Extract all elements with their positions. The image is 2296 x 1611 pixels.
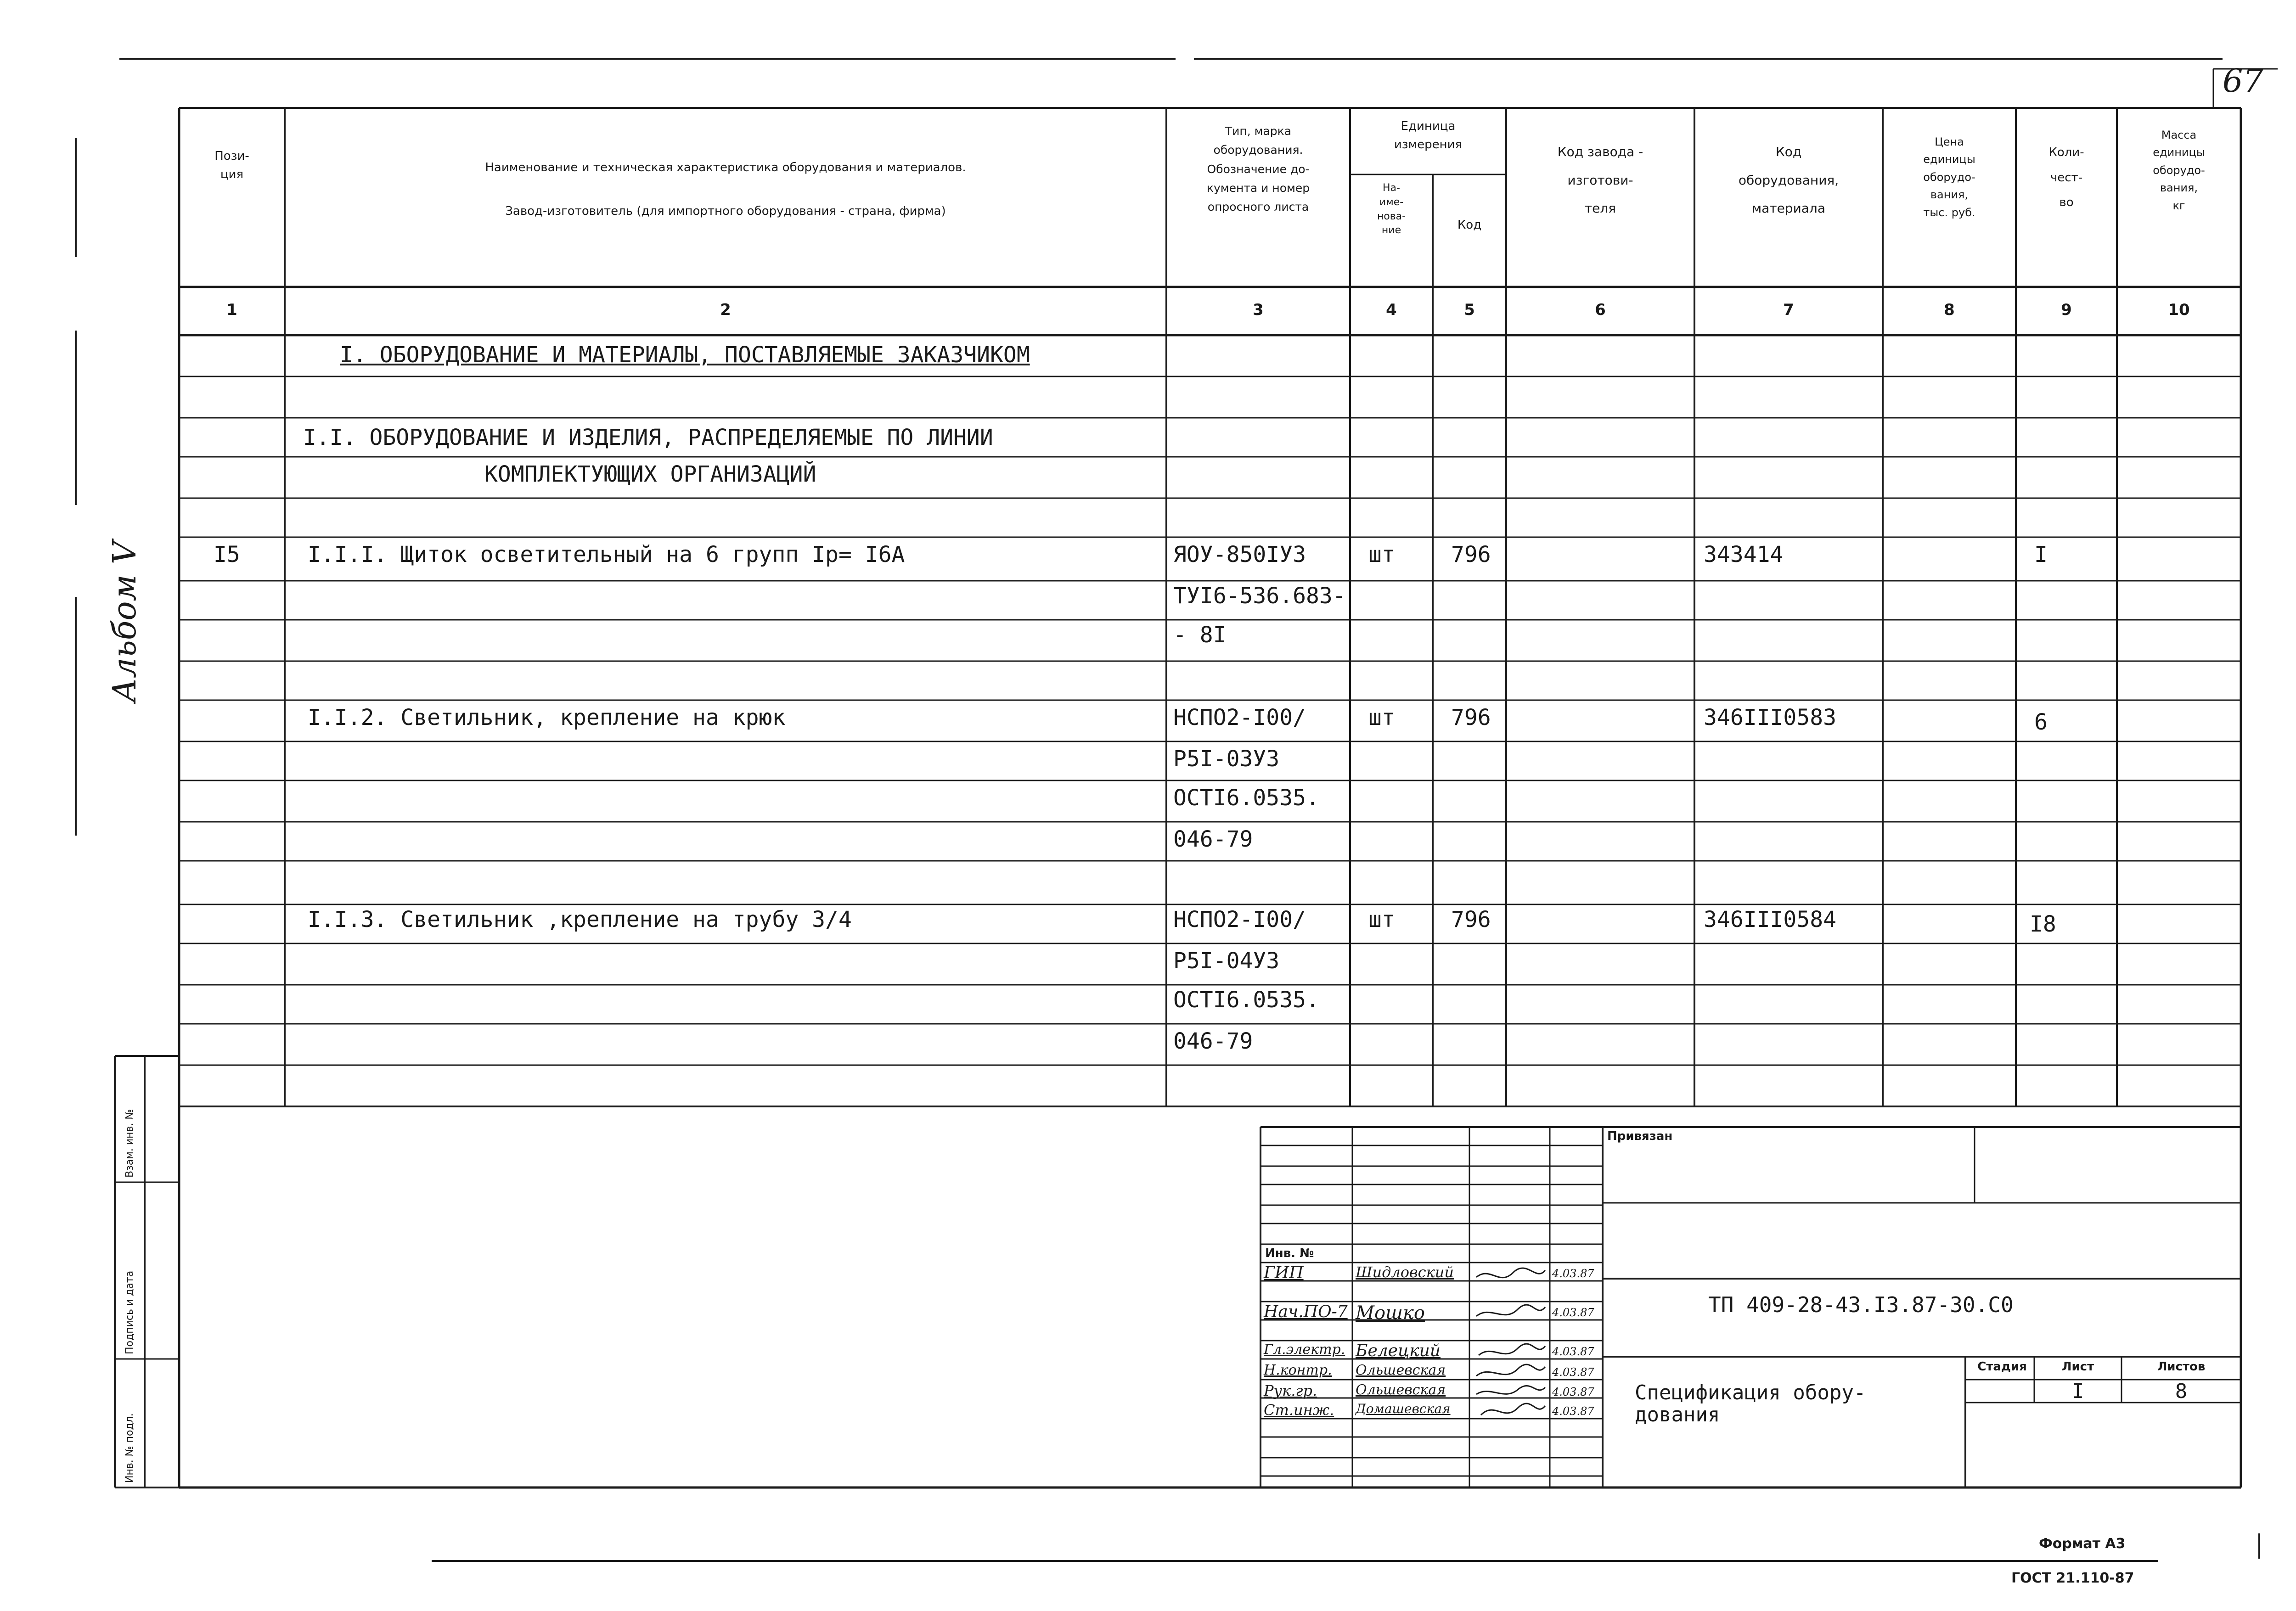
col-number-7: 7: [1783, 301, 1794, 319]
item-1-type-line3: - 8I: [1173, 622, 1227, 648]
item-1-position: I5: [214, 542, 240, 567]
header-maker-code: Код завода - изготови- теля: [1557, 144, 1643, 216]
staff-5-date: 4.03.87: [1552, 1386, 1594, 1398]
col-number-2: 2: [720, 301, 731, 319]
item-2-type-line1: НСПО2-I00/: [1173, 705, 1306, 730]
format-label: Формат А3: [2039, 1536, 2126, 1552]
item-2-name: I.I.2. Светильник, крепление на крюк: [308, 705, 786, 730]
staff-4-date: 4.03.87: [1552, 1366, 1594, 1379]
col-number-9: 9: [2061, 301, 2072, 319]
col-number-3: 3: [1253, 301, 1264, 319]
staff-3-name: Белецкий: [1356, 1342, 1441, 1360]
sheets-value: 8: [2175, 1380, 2188, 1403]
col-number-10: 10: [2168, 301, 2190, 319]
item-1-equipment-code: 343414: [1704, 542, 1784, 567]
album-label: Альбом V: [106, 541, 143, 702]
section-1-1-title-line1: I.I. ОБОРУДОВАНИЕ И ИЗДЕЛИЯ, РАСПРЕДЕЛЯЕМЫЕ ПО ЛИНИИ: [303, 425, 993, 450]
item-2-unit-code: 796: [1451, 705, 1491, 730]
stage-label: Стадия: [1977, 1360, 2027, 1374]
section-1-title: I. ОБОРУДОВАНИЕ И МАТЕРИАЛЫ, ПОСТАВЛЯЕМЫЕ ЗАКАЗЧИКОМ: [340, 342, 1030, 368]
item-1-quantity: I: [2034, 542, 2048, 567]
header-position: Пози- ция: [214, 149, 249, 182]
item-3-quantity: I8: [2030, 911, 2056, 937]
staff-3-date: 4.03.87: [1552, 1345, 1594, 1358]
header-unit-name: На- име- нова- ние: [1377, 182, 1406, 236]
document-code: ТП 409-28-43.I3.87-30.С0: [1708, 1292, 2014, 1317]
header-unit-group: Единица измерения: [1394, 119, 1463, 152]
item-3-name: I.I.3. Светильник ,крепление на трубу 3/4: [308, 907, 852, 932]
staff-6-date: 4.03.87: [1552, 1405, 1594, 1418]
side-stamp-signature-date: Подпись и дата: [124, 1270, 135, 1354]
staff-1-role: ГИП: [1264, 1263, 1304, 1282]
staff-1-name: Шидловский: [1356, 1263, 1454, 1281]
col-number-4: 4: [1386, 301, 1397, 319]
header-unit-code: Код: [1457, 218, 1482, 232]
item-2-type-line2: Р5I-03УЗ: [1173, 746, 1280, 772]
item-2-quantity: 6: [2034, 709, 2048, 735]
side-stamp-inv-original: Инв. № подл.: [124, 1413, 135, 1483]
item-1-type-line1: ЯОУ-850IУЗ: [1173, 542, 1306, 567]
linked-label: Привязан: [1607, 1129, 1673, 1143]
sheet-label: Лист: [2061, 1360, 2094, 1374]
item-1-name: I.I.I. Щиток осветительный на 6 групп Iр= I6A: [308, 542, 905, 567]
header-type: Тип, марка оборудования. Обозначение до- кумента и номер опросного листа: [1206, 124, 1310, 213]
side-stamp-replaced-inv: Взам. инв. №: [124, 1109, 135, 1178]
staff-2-date: 4.03.87: [1552, 1306, 1594, 1319]
item-3-type-line3: ОСТI6.0535.: [1173, 987, 1319, 1013]
header-quantity: Коли- чест- во: [2048, 146, 2084, 210]
item-2-unit: шт: [1368, 705, 1395, 730]
section-1-1-title-line2: КОМПЛЕКТУЮЩИХ ОРГАНИЗАЦИЙ: [484, 461, 816, 487]
item-1-type-line2: ТУI6-536.683-: [1173, 583, 1346, 609]
item-3-type-line2: Р5I-04УЗ: [1173, 948, 1280, 974]
item-3-equipment-code: 346III0584: [1704, 907, 1836, 932]
staff-4-role: Н.контр.: [1264, 1362, 1332, 1378]
signatures: [1472, 1263, 1548, 1422]
item-3-type-line1: НСПО2-I00/: [1173, 907, 1306, 932]
sheets-label: Листов: [2157, 1360, 2206, 1374]
staff-2-role: Нач.ПО-7: [1264, 1302, 1348, 1321]
staff-5-name: Ольшевская: [1356, 1382, 1446, 1398]
staff-4-name: Ольшевская: [1356, 1362, 1446, 1378]
col-number-8: 8: [1944, 301, 1955, 319]
staff-1-date: 4.03.87: [1552, 1267, 1594, 1280]
sheet-value: I: [2071, 1380, 2084, 1403]
item-3-unit: шт: [1368, 907, 1395, 932]
staff-6-name: Домашевская: [1356, 1401, 1451, 1416]
document-title: Спецификация обору- дования: [1635, 1381, 1866, 1427]
staff-3-role: Гл.электр.: [1264, 1342, 1345, 1358]
inv-number-label: Инв. №: [1265, 1246, 1314, 1260]
header-price: Цена единицы оборудо- вания, тыс. руб.: [1923, 135, 1975, 219]
header-name-line1: Наименование и техническая характеристика оборудования и материалов.: [485, 161, 966, 174]
item-3-type-line4: 046-79: [1173, 1028, 1253, 1054]
staff-5-role: Рук.гр.: [1264, 1382, 1317, 1399]
item-1-unit-code: 796: [1451, 542, 1491, 567]
header-equipment-code: Код оборудования, материала: [1738, 144, 1839, 216]
col-number-5: 5: [1464, 301, 1475, 319]
header-name-line2: Завод-изготовитель (для импортного оборудования - страна, фирма): [505, 204, 946, 218]
page-number: 67: [2223, 62, 2264, 100]
item-3-unit-code: 796: [1451, 907, 1491, 932]
item-2-type-line4: 046-79: [1173, 826, 1253, 852]
item-2-equipment-code: 346III0583: [1704, 705, 1836, 730]
col-number-6: 6: [1595, 301, 1606, 319]
staff-2-name: Мошко: [1356, 1302, 1425, 1324]
staff-6-role: Ст.инж.: [1264, 1401, 1334, 1419]
item-2-type-line3: ОСТI6.0535.: [1173, 785, 1319, 811]
col-number-1: 1: [226, 301, 237, 319]
header-mass: Масса единицы оборудо- вания, кг: [2153, 129, 2205, 212]
item-1-unit: шт: [1368, 542, 1395, 567]
gost-label: ГОСТ 21.110-87: [2011, 1570, 2134, 1586]
